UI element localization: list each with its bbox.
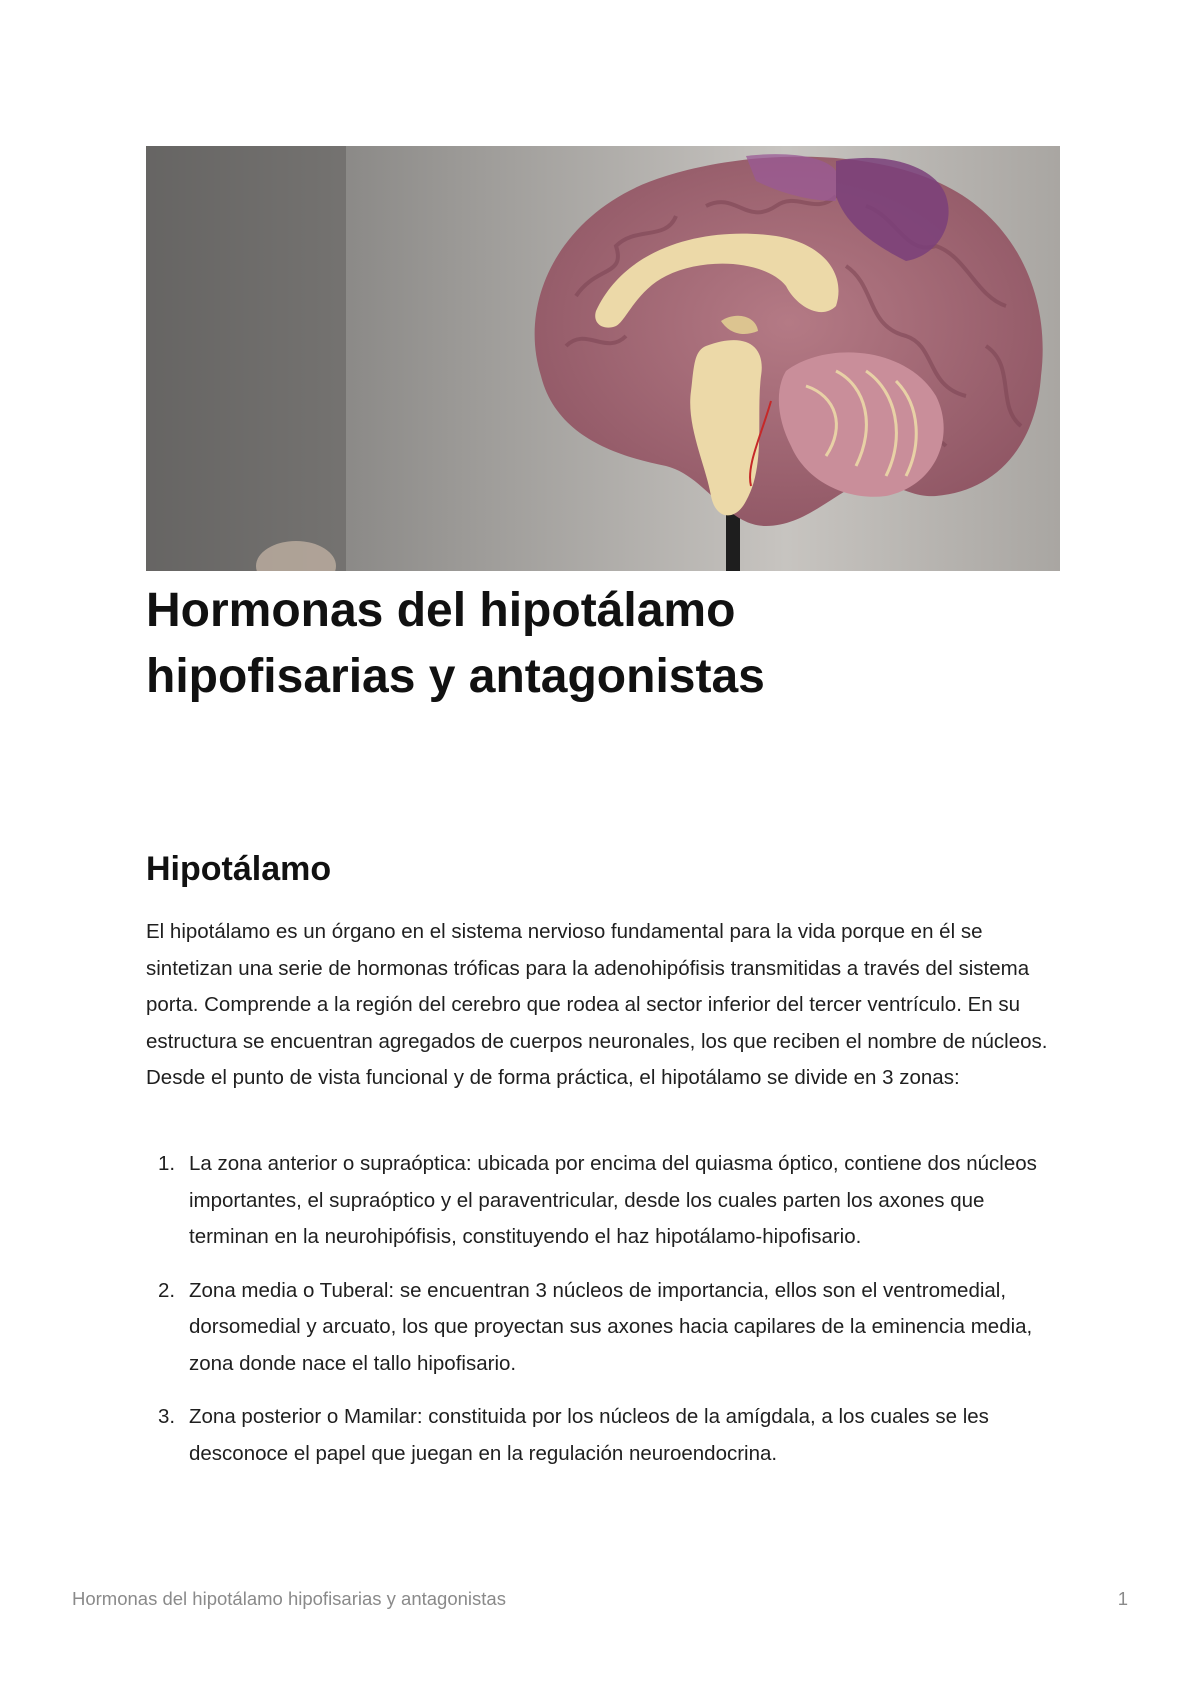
list-item — [146, 1273, 1066, 1383]
footer-title: Hormonas del hipotálamo hipofisarias y antagonistas — [72, 1588, 506, 1609]
cover-image — [146, 146, 1060, 571]
title-line-2: hipofisarias y antagonistas — [146, 650, 765, 703]
intro-paragraph: El hipotálamo es un órgano en el sistema nervioso fundamental para la vida porque en él se sintetizan una serie de hormonas tróficas para la adenohipófisis transmitidas a través del sistema porta. Comprende a la región del cerebro que rodea al sector inferior del tercer ventrículo. En su estructura se encuentran agregados de cuerpos neuronales, los que reciben el nombre de núcleos. Desde el punto de vista funcional y de forma práctica, el hipotálamo se divide en 3 zonas: — [146, 920, 1048, 1089]
list-item-number: 1. — [158, 1152, 176, 1175]
title-line-1: Hormonas del hipotálamo — [146, 584, 736, 637]
page-number: 1 — [1117, 1588, 1128, 1609]
list-item-text: Zona media o Tuberal: se encuentran 3 núcleos de importancia, ellos son el ventromedial, dorsomedial y arcuato, los que proyectan sus axones hacia capilares de la eminencia media, zona donde nace el tallo hipofisario. — [189, 1278, 1033, 1375]
list-item — [146, 1146, 1066, 1256]
section-heading: Hipotálamo — [146, 850, 332, 888]
list-item-text: Zona posterior o Mamilar: constituida por los núcleos de la amígdala, a los cuales se les desconoce el papel que juegan en la regulación neuroendocrina. — [189, 1405, 989, 1465]
list-item-number: 3. — [158, 1405, 176, 1428]
list-item-number: 2. — [158, 1278, 176, 1302]
list-item — [146, 1399, 1066, 1472]
zones-list — [146, 1146, 1066, 1489]
brain-model-icon — [146, 146, 1060, 571]
page-footer — [72, 1588, 1128, 1614]
document-title — [146, 578, 1066, 710]
list-item-text: La zona anterior o supraóptica: ubicada por encima del quiasma óptico, contiene dos núcleos importantes, el supraóptico y el paraventricular, desde los cuales parten los axones que terminan en la neurohipófisis, constituyendo el haz hipotálamo-hipofisario. — [189, 1152, 1037, 1248]
